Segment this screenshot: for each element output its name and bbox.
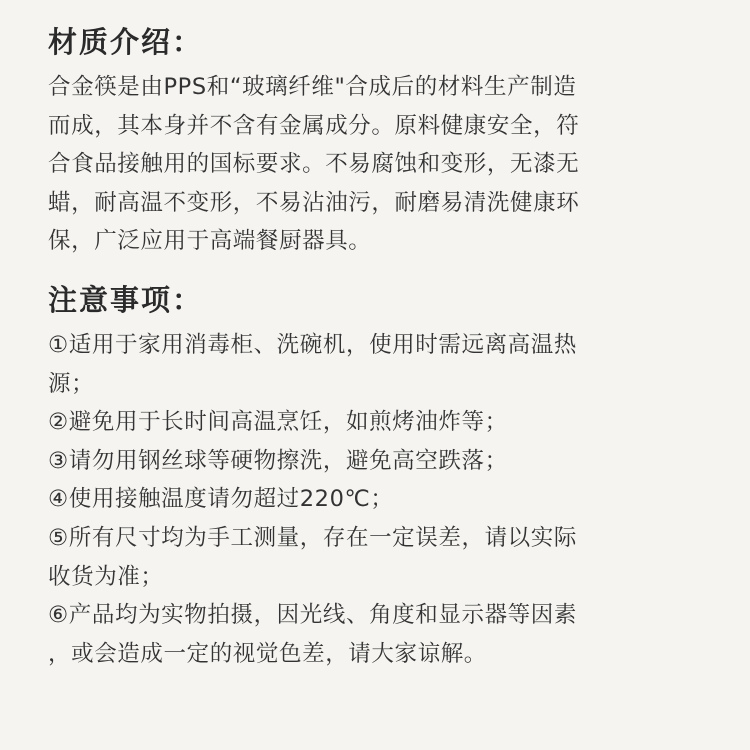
note-line: ⑤所有尺寸均为手工测量，存在一定误差，请以实际 bbox=[48, 524, 577, 551]
note-line: ⑥产品均为实物拍摄，因光线、角度和显示器等因素 bbox=[48, 602, 577, 629]
material-line: 合金筷是由PPS和“玻璃纤维"合成后的材料生产制造 bbox=[48, 74, 577, 100]
material-line: 保，广泛应用于高端餐厨器具。 bbox=[48, 228, 372, 255]
material-section-title: 材质介绍： bbox=[48, 25, 204, 59]
material-line: 蜡，耐高温不变形，不易沾油污，耐磨易清洗健康环 bbox=[48, 189, 580, 216]
material-line: 合食品接触用的国标要求。不易腐蚀和变形，无漆无 bbox=[48, 151, 580, 178]
note-line: ②避免用于长时间高温烹饪，如煎烤油炸等； bbox=[48, 409, 508, 436]
note-line: 收货为准； bbox=[48, 563, 164, 590]
note-line: 源； bbox=[48, 370, 95, 397]
material-description bbox=[48, 68, 720, 261]
note-line: ①适用于家用消毒柜、洗碗机，使用时需远离高温热 bbox=[48, 332, 577, 358]
note-line: ，或会造成一定的视觉色差，请大家谅解。 bbox=[48, 640, 487, 667]
note-line: ④使用接触温度请勿超过220℃； bbox=[48, 486, 394, 513]
notes-section-title: 注意事项： bbox=[48, 283, 204, 317]
material-line: 而成，其本身并不含有金属成分。原料健康安全，符 bbox=[48, 112, 580, 139]
note-line: ③请勿用钢丝球等硬物擦洗，避免高空跌落； bbox=[48, 447, 508, 474]
notes-list bbox=[48, 326, 720, 673]
